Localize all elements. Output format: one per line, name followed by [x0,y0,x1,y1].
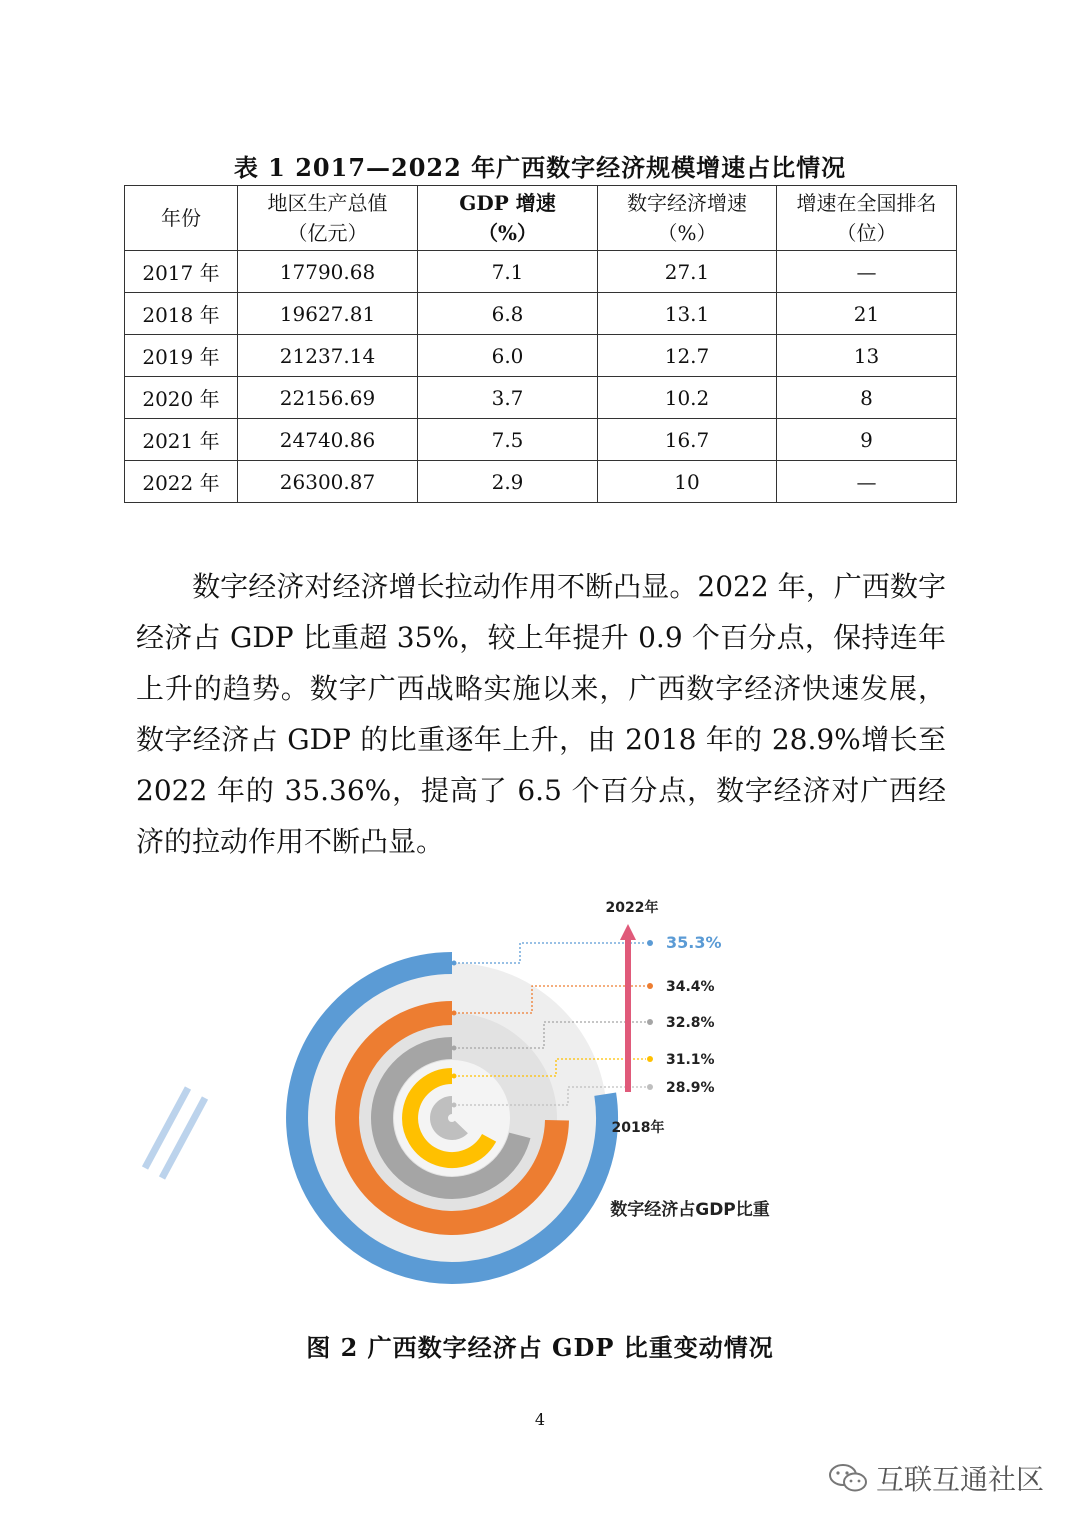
table-cell: 22156.69 [238,377,418,419]
label-dot [647,940,653,946]
table-cell: 27.1 [598,251,777,293]
table-cell: 17790.68 [238,251,418,293]
table-cell: 3.7 [418,377,598,419]
decorative-stripes [145,1088,205,1178]
table-header-row [125,186,957,251]
body-paragraph [136,561,946,867]
table-cell: 21237.14 [238,335,418,377]
table-row [125,419,957,461]
page-number: 4 [534,1410,546,1429]
table-cell: 9 [777,419,957,461]
table-cell: 2020 年 [125,377,238,419]
label-dot [647,983,653,989]
value-label-2021: 34.4% [666,979,715,995]
table-cell: 13.1 [598,293,777,335]
table-cell: 16.7 [598,419,777,461]
connector-2022 [454,943,646,963]
paragraph-text: 数字经济对经济增长拉动作用不断凸显。2022 年，广西数字经济占 GDP 比重超 35%，较上年提升 0.9 个百分点，保持连年上升的趋势。数字广西战略实施以来，广西数字经济快速发展，数字经济占 GDP 的比重逐年上升，由 2018 年的 28.9%增长至 2022 年的 35.36%，提高了 6.5 个百分点，数字经济对广西经济的拉动作用不断凸显。 [136,570,946,858]
table-cell: 12.7 [598,335,777,377]
table-cell: 10 [598,461,777,503]
table-row [125,335,957,377]
table-cell: 7.5 [418,419,598,461]
header-gdp: 地区生产总值 （亿元） [238,186,418,251]
table-cell: 21 [777,293,957,335]
decor-stripe [145,1088,188,1168]
table-cell: 2021 年 [125,419,238,461]
value-label-2018: 28.9% [666,1080,715,1096]
watermark-text: 互联互通社区 [875,1463,1044,1496]
connector-dot [452,961,457,966]
table-cell: 7.1 [418,251,598,293]
arrow-up-icon [620,924,636,940]
data-table [124,185,957,503]
table-cell: 2.9 [418,461,598,503]
table-title: 表 1 2017—2022 年广西数字经济规模增速占比情况 [233,153,847,182]
table-cell: 6.8 [418,293,598,335]
header-year: 年份 [125,186,238,251]
table-cell: 8 [777,377,957,419]
value-label-2022: 35.3% [666,933,722,952]
connector-dot [452,1074,457,1079]
radial-rings [297,963,607,1273]
table-cell: 24740.86 [238,419,418,461]
table-cell: 13 [777,335,957,377]
table-cell: 26300.87 [238,461,418,503]
connector-dot [452,1103,457,1108]
label-dot [647,1084,653,1090]
watermark [828,1458,1044,1498]
connector-dot [452,1046,457,1051]
header-rank: 增速在全国排名 （位） [777,186,957,251]
header-gdp-growth: GDP 增速 （%） [418,186,598,251]
connector-dot [452,1011,457,1016]
label-dot [647,1056,653,1062]
header-digital-growth: 数字经济增速 （%） [598,186,777,251]
axis-top-label: 2022年 [605,900,659,916]
digital-economy-share-chart [0,880,1080,1300]
table-row [125,377,957,419]
table-cell: — [777,251,957,293]
figure-caption: 图 2 广西数字经济占 GDP 比重变动情况 [306,1333,774,1362]
table-cell: 10.2 [598,377,777,419]
axis-bottom-label: 2018年 [611,1120,665,1136]
table-cell: 6.0 [418,335,598,377]
decor-stripe [162,1098,205,1178]
table-cell: 19627.81 [238,293,418,335]
value-label-2019: 31.1% [666,1052,715,1068]
table-cell: — [777,461,957,503]
table-row [125,461,957,503]
table-row [125,251,957,293]
table-cell: 2022 年 [125,461,238,503]
value-label-2020: 32.8% [666,1015,715,1031]
wechat-icon [828,1462,868,1494]
chart-title: 数字经济占GDP比重 [610,1200,770,1220]
table-row [125,293,957,335]
table-cell: 2019 年 [125,335,238,377]
value-labels [666,933,722,1096]
table-cell: 2018 年 [125,293,238,335]
table-cell: 2017 年 [125,251,238,293]
label-dot [647,1019,653,1025]
